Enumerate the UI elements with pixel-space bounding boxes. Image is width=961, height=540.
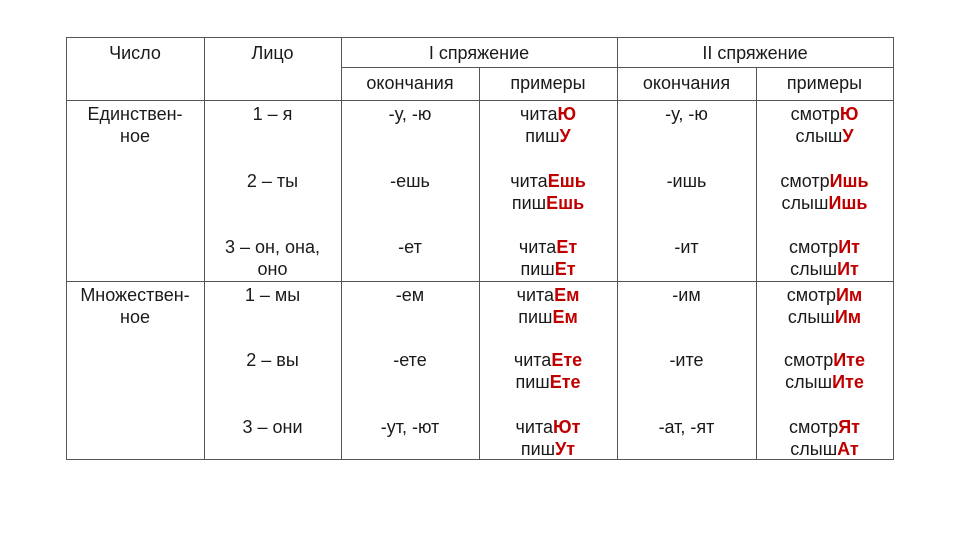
word-stem: пиш [520,259,555,279]
word-ending: Ут [555,439,576,459]
person-cell [204,103,341,125]
word-stem: пиш [525,126,560,146]
subheader-examples-1: примеры [510,73,586,93]
ending-2-text: -ит [674,237,699,257]
word-stem: пиш [520,439,556,459]
example-word [756,103,893,125]
subheader-examples-2: примеры [786,73,863,93]
word-stem: смотр [788,417,839,437]
example-word [479,306,617,328]
ending-1-text: -ете [393,350,427,370]
ending-1-text: -ут, -ют [380,417,440,437]
word-stem: слыш [787,307,835,327]
ending-1-cell [341,170,479,192]
person-cell [204,170,341,192]
word-stem: слыш [781,193,829,213]
person-cell [204,349,341,371]
person-cell [204,416,341,438]
ending-2-cell [617,170,756,192]
word-stem: чита [513,350,552,370]
word-stem: слыш [785,372,833,392]
word-stem: чита [510,171,548,191]
ending-1-cell [341,416,479,438]
word-stem: чита [516,285,555,305]
word-ending: Ит [837,259,859,279]
word-stem: чита [519,104,558,124]
subheader-endings-1: окончания [366,73,454,93]
ending-2-text: -ишь [666,171,707,191]
ending-1-text: -ем [395,285,425,305]
header-number: Число [109,43,161,63]
word-ending: Ите [833,350,865,370]
example-word [479,258,617,280]
word-stem: пиш [515,372,550,392]
word-ending: Ете [551,350,583,370]
word-ending: Ят [838,417,860,437]
ending-2-cell [617,284,756,306]
person-label: 1 – я [252,104,293,124]
word-stem: слыш [795,126,843,146]
ending-1-cell [341,349,479,371]
example-word [756,438,893,460]
example-1-cell [479,349,617,393]
ending-1-text: -ешь [390,171,430,191]
ending-2-text: -ат, -ят [658,417,715,437]
word-ending: Ит [838,237,860,257]
example-2-cell [756,170,893,214]
word-stem: смотр [790,104,840,124]
subheader-endings-2: окончания [642,73,731,93]
word-ending: Ем [552,307,578,327]
word-stem: смотр [788,237,839,257]
example-word [756,349,893,371]
number-singular [66,103,204,147]
word-ending: Ет [554,259,576,279]
number-singular-line-2: ное [120,126,150,146]
example-word [756,306,893,328]
word-ending: Ем [554,285,580,305]
example-word [756,416,893,438]
person-label: 1 – мы [244,285,301,305]
number-plural-line-1: Множествен- [80,285,190,305]
example-2-cell [756,416,893,460]
person-label: 3 – он, она, [225,237,320,257]
word-ending: Им [835,285,863,305]
word-stem: слыш [790,259,838,279]
word-stem: пиш [511,193,547,213]
word-ending: У [559,126,571,146]
word-ending: Им [834,307,862,327]
word-stem: слыш [790,439,838,459]
word-ending: Ишь [829,171,869,191]
example-2-cell [756,236,893,280]
ending-2-text: -им [672,285,701,305]
word-ending: У [842,126,854,146]
number-plural [66,284,204,328]
ending-1-text: -ет [398,237,422,257]
person-label: 2 – ты [246,171,299,191]
word-ending: Ишь [828,193,868,213]
ending-1-cell [341,236,479,258]
ending-1-cell [341,103,479,125]
example-word [756,371,893,393]
example-2-cell [756,349,893,393]
ending-2-text: -у, -ю [665,104,708,124]
word-ending: Ю [557,104,577,124]
ending-2-cell [617,416,756,438]
example-word [479,236,617,258]
example-word [479,438,617,460]
word-ending: Ют [553,417,581,437]
word-ending: Ет [556,237,578,257]
header-person: Лицо [251,43,294,63]
example-word [479,192,617,214]
ending-2-cell [617,103,756,125]
word-ending: Ете [549,372,581,392]
example-word [756,258,893,280]
ending-2-cell [617,349,756,371]
example-word [479,371,617,393]
word-stem: чита [515,417,554,437]
example-word [479,103,617,125]
example-word [756,284,893,306]
person-label: оно [257,259,288,279]
word-stem: пиш [518,307,553,327]
example-1-cell [479,170,617,214]
number-plural-line-2: ное [120,307,150,327]
example-word [756,170,893,192]
ending-2-text: -ите [669,350,704,370]
example-word [756,125,893,147]
example-2-cell [756,103,893,147]
word-stem: смотр [783,350,834,370]
word-ending: Ешь [546,193,585,213]
example-word [479,284,617,306]
word-stem: чита [518,237,557,257]
person-label: 3 – они [242,417,303,437]
example-word [479,125,617,147]
word-ending: Ат [837,439,859,459]
example-1-cell [479,284,617,328]
example-1-cell [479,103,617,147]
number-singular-line-1: Единствен- [87,104,183,124]
word-ending: Ю [839,104,859,124]
example-1-cell [479,416,617,460]
example-word [479,170,617,192]
ending-1-cell [341,284,479,306]
word-stem: смотр [780,171,830,191]
ending-2-cell [617,236,756,258]
person-cell [204,284,341,306]
person-label: 2 – вы [246,350,299,370]
example-word [479,349,617,371]
word-stem: смотр [786,285,836,305]
example-word [756,192,893,214]
example-word [479,416,617,438]
example-1-cell [479,236,617,280]
header-conjugation-1: I спряжение [428,43,530,63]
person-cell [204,236,341,280]
example-2-cell [756,284,893,328]
word-ending: Ите [832,372,864,392]
word-ending: Ешь [547,171,586,191]
header-conjugation-2: II спряжение [702,43,808,63]
ending-1-text: -у, -ю [388,104,432,124]
example-word [756,236,893,258]
